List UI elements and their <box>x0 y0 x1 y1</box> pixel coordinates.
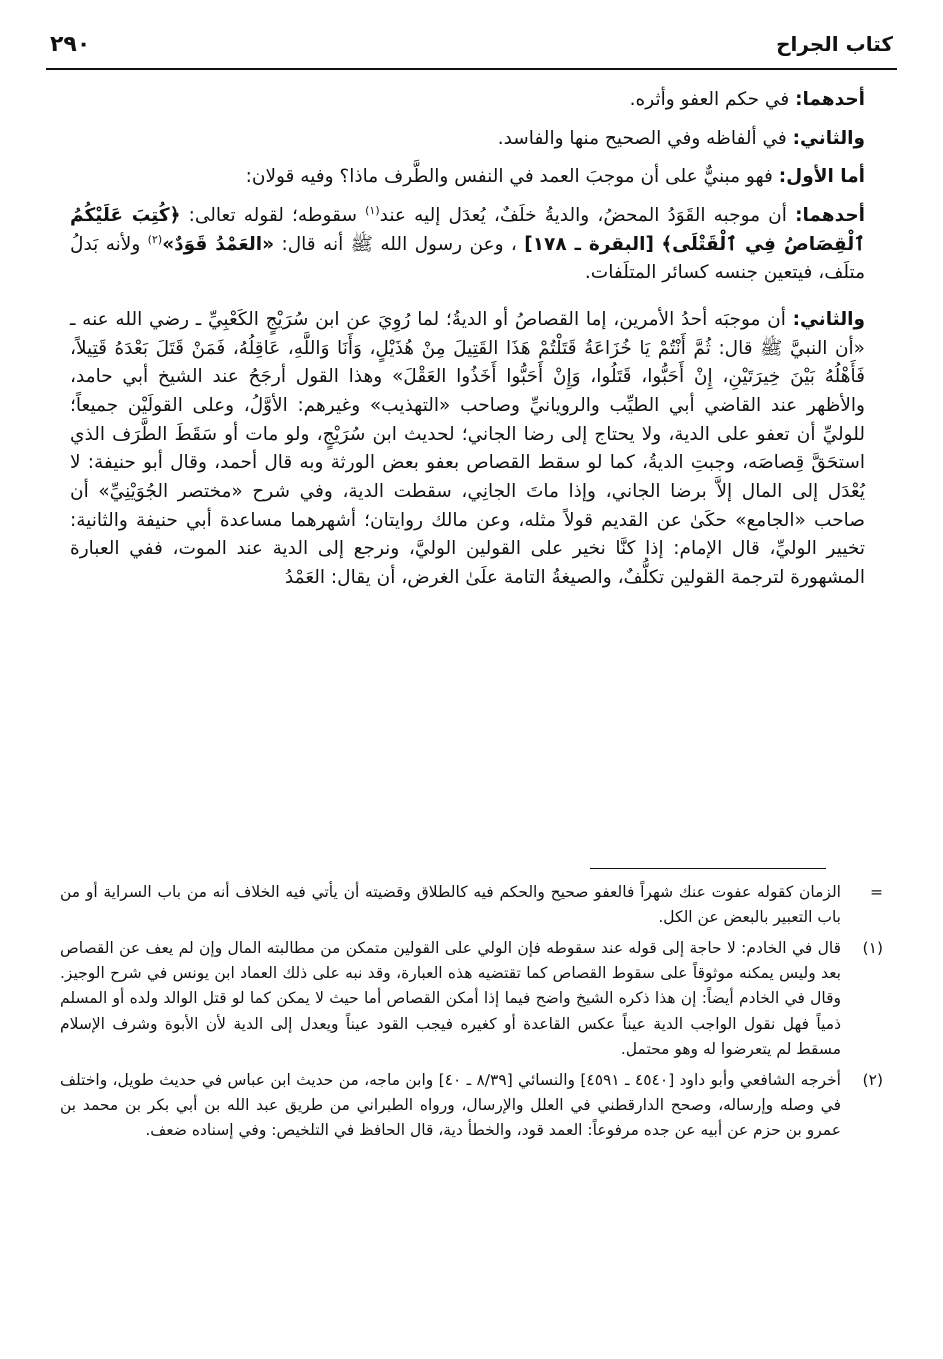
paragraph-text: وهذا القول أرجَحُ عند الشيخ أبي حامد، والأظهر عند القاضي أبي الطيِّب والرويانيِّ وصاحب «التهذيب» وغيرهم: الأوَّلُ، وعلى القولَيْن جميعاً؛ للوليِّ أن تعفو على الدية، ولا يحتاج إلى رضا الجاني؛ لحديث ابن سُرَيْجٍ، ولو مات أو سَقَطَ الطَّرَف الذي استحَقَّ قِصاصَه، وجبتِ الديةُ، كما لو سقط القصاص بعفو بعض الورثة وبه قال أحمد، وقال أبو حنيفة: لا يُعْدَل إلى المال إلاَّ برضا الجاني، وإذا ماتَ الجانِي، سقطت الدية، وفي شرح «مختصر الجُوَيْنِيِّ» أن صاحب «الجامع» حكَىٰ عن القديم قولاً مثله، وعن مالك روايتان؛ أشهرهما مساعدة أبي حنيفة والثانية: تخيير الوليِّ، قال الإمام: إذا كنَّا نخير على القولين الوليَّ، ونرجع إلى الدية عند الموت، ففي العبارة المشهورة لترجمة القولين تكلُّفٌ، والصيغةُ التامة علَىٰ الغرض، أن يقال: العَمْدُ <box>70 366 865 589</box>
quran-verse: ﴿كُتِبَ عَلَيْكُمُ ٱلْقِصَاصُ فِي ٱلْقَتْلَى﴾ <box>70 205 865 255</box>
paragraph-text: ولأنه بَدلُ متلَف، فيتعين جنسه كسائر المتلَفات. <box>70 233 865 284</box>
footnote-text: الزمان كقوله عفوت عنك شهراً فالعفو صحيح والحكم فيه كالطلاق وقضيته أن يأتي فيه الخلاف أنه من باب السراية أو من باب التعبير بالبعض عن الكل. <box>60 883 841 927</box>
running-header <box>50 24 893 64</box>
paragraph-first-aspect <box>70 86 865 115</box>
paragraph-first-opinion <box>70 202 865 288</box>
paragraph-text: سقوطه؛ لقوله تعالى: <box>188 205 357 227</box>
paragraph-text: أن موجبه القَوَدُ المحضُ، والديةُ خلَفٌ، يُعدَل إليه عند <box>379 205 787 227</box>
page-number: ٢٩٠ <box>50 31 91 57</box>
main-text <box>70 86 865 603</box>
paragraph-text: في ألفاظه وفي الصحيح منها والفاسد. <box>497 127 787 149</box>
paragraph-text: ، وعن رسول الله ﷺ أنه قال: <box>281 233 517 255</box>
book-title: كتاب الجراح <box>776 32 893 56</box>
paragraph-text: في حكم العفو وأثره. <box>629 89 790 110</box>
paragraph-second-aspect <box>70 125 865 154</box>
footnotes <box>60 880 883 1149</box>
footnote-divider <box>590 868 826 869</box>
paragraph-lead: أحدهما: <box>795 89 865 110</box>
paragraph-lead: والثاني: <box>792 127 865 149</box>
footnote-ref-1[interactable]: (١) <box>365 203 380 217</box>
paragraph-first-topic <box>70 163 865 192</box>
hadith-quote: ثُمَّ أَنْتُمْ يَا خُزَاعَةُ قَتَلْتُمْ هَذَا القَتِيلَ مِنْ هُذَيْلٍ، وَأَنَا وَاللَّهِ، عَاقِلُهُ، فَمَنْ قَتَلَ بَعْدَهُ قَتِيلاً، فَأَهْلُهُ بَيْنَ خِيرَتَيْنِ، إِنْ أَحَبُّوا، قَتَلُوا، وَإِنْ أَحَبُّوا أَخَذُوا العَقْلَ» <box>70 337 865 388</box>
footnote-mark: (١) <box>862 939 883 958</box>
paragraph-lead: أحدهما: <box>795 205 865 227</box>
paragraph-lead: والثاني: <box>792 309 865 331</box>
footnote-text: قال في الخادم: لا حاجة إلى قوله عند سقوطه فإن الولي على القولين متمكن من مطالبته المال وإن لم يعف عن القصاص بعد وليس يمكنه موثوقاً على سقوط القصاص كما تقتضيه هذه العبارة، وقد نبه على ذلك العماد ابن يونس في شرح الوجيز. وقال في الخادم أيضاً: إن هذا ذكره الشيخ واضح فيما إذا أمكن القصاص أما حيث لا يمكن كما لو قتل الوالد ولده أو المسلم ذمياً فهل نقول الواجب الدية عيناً عكس القاعدة أو كغيره فيجب القود عيناً ويعدل إلى الدية لأن الأبوة وشرف الإسلام مسقط لم يتعرضوا له وهو محتمل. <box>60 939 841 1058</box>
verse-reference: [البقرة ـ ١٧٨] <box>524 233 654 255</box>
paragraph-text: أن موجبَه أحدُ الأمرين، إما القصاصُ أو الديةُ؛ لما رُوِيَ عن ابن سُرَيْجٍ الكَعْبِيِّ ـ رضي الله عنه ـ «أن النبيَّ ﷺ قال: <box>70 309 865 359</box>
paragraph-lead: أما الأول: <box>778 166 865 188</box>
footnote-ref-2[interactable]: (٢) <box>147 232 163 246</box>
footnote-item <box>60 880 883 930</box>
footnote-item <box>60 1068 883 1143</box>
footnote-mark: (٢) <box>862 1070 883 1089</box>
paragraph-second-opinion <box>70 306 865 593</box>
paragraph-text: فهو مبنيٌّ على أن موجبَ العمد في النفس والطَّرف ماذا؟ وفيه قولان: <box>245 166 773 188</box>
footnote-mark: = <box>870 883 883 901</box>
header-divider <box>46 68 897 70</box>
hadith-quote: «العَمْدُ قَوَدٌ» <box>162 233 275 255</box>
footnote-item <box>60 936 883 1062</box>
footnote-text: أخرجه الشافعي وأبو داود [٤٥٤٠ ـ ٤٥٩١] والنسائي [٨/٣٩ ـ ٤٠] وابن ماجه، من حديث ابن عباس في حديث طويل، واختلف في وصله وإرساله، وصحح الدارقطني في العلل والإرسال، ورواه الطبراني من طريق عبد الله بن أبي بكر بن محمد بن عمرو بن حزم عن أبيه عن جده مرفوعاً: العمد قود، والخطأ دية، قال الحافظ في التلخيص: وفي إسناده ضعف. <box>60 1070 841 1139</box>
